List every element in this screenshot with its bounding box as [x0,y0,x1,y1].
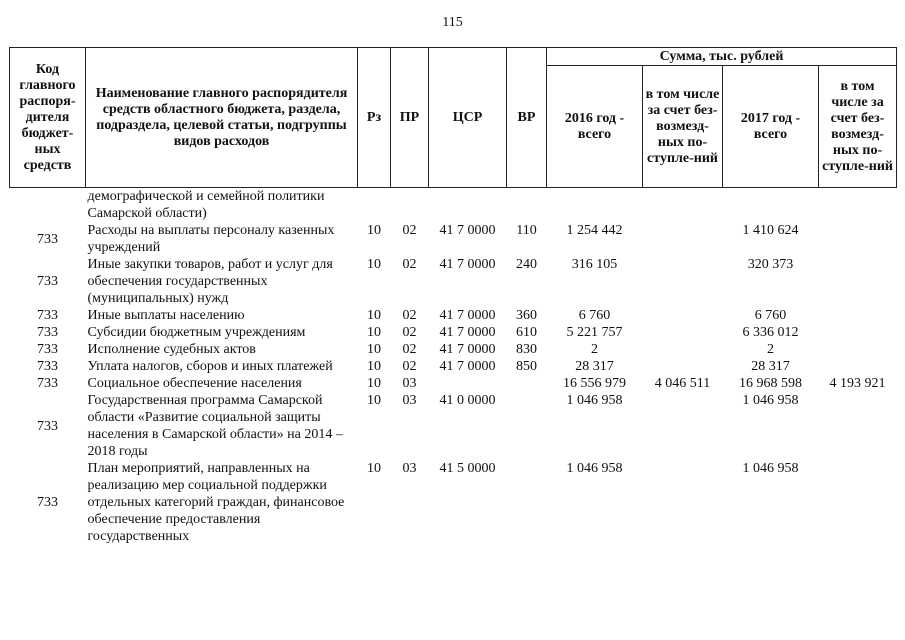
cell-2016-total: 28 317 [575,359,614,374]
cell-2017-total: 1 410 624 [742,223,799,238]
cell-2017-free [819,256,897,307]
header-2017-total: 2017 год - всего [723,66,819,188]
cell-rz: 10 [367,359,381,374]
header-pr: ПР [391,48,429,188]
cell-code: 733 [37,325,58,340]
cell-code: 733 [37,231,58,247]
cell-2016-total: 1 254 442 [566,223,623,238]
table-row [10,341,897,358]
cell-vr: 830 [516,342,537,357]
cell-2016-total: 5 221 757 [566,325,623,340]
cell-vr [507,188,547,223]
cell-2016-free [643,222,723,256]
cell-code: 733 [37,418,58,434]
cell-2016-total [547,188,643,223]
cell-2016-total: 16 556 979 [563,376,626,391]
cell-2017-total: 28 317 [751,359,790,374]
table-row [10,375,897,392]
header-csr: ЦСР [429,48,507,188]
cell-2016-free [643,307,723,324]
cell-name: План мероприятий, направленных на реализацию мер социальной поддержки отдельных категорий граждан, финансовое обеспечение предоставления государственных [87,461,345,544]
budget-table [9,47,897,545]
cell-pr: 02 [402,223,417,238]
cell-2017-total [723,188,819,223]
cell-rz: 10 [367,308,381,323]
cell-2017-total: 16 968 598 [739,376,802,391]
cell-pr: 03 [402,393,417,408]
cell-2017-free [819,392,897,460]
cell-vr [507,392,547,460]
cell-csr: 41 7 0000 [439,308,496,323]
header-2016-total: 2016 год - всего [547,66,643,188]
cell-code: 733 [37,376,58,391]
cell-2016-total: 1 046 958 [566,461,623,476]
cell-csr: 41 7 0000 [439,359,496,374]
cell-2017-free [819,222,897,256]
cell-vr [507,375,547,392]
cell-vr [507,460,547,545]
cell-pr: 02 [402,308,417,323]
header-2017-free: в том числе за счет без-возмезд-ных по-ступле-ний [819,66,897,188]
cell-pr: 02 [402,359,417,374]
cell-2017-free [819,460,897,545]
cell-2017-total: 6 760 [754,308,787,323]
cell-csr: 41 0 0000 [439,393,496,408]
cell-rz: 10 [367,325,381,340]
cell-name: Расходы на выплаты персоналу казенных учреждений [87,223,335,255]
table-row [10,324,897,341]
cell-pr: 03 [402,376,417,391]
cell-pr: 02 [402,325,417,340]
cell-2017-free [819,307,897,324]
cell-pr: 02 [402,257,417,272]
cell-rz: 10 [367,376,381,391]
cell-name: Уплата налогов, сборов и иных платежей [87,359,333,374]
cell-code: 733 [37,359,58,374]
cell-2017-total: 2 [767,342,774,357]
cell-2016-free [643,256,723,307]
header-code: Код главного распоря-дителя бюджет-ных средств [10,48,86,188]
cell-2017-total: 6 336 012 [742,325,799,340]
cell-csr [429,188,507,223]
cell-code [10,188,86,223]
cell-rz: 10 [367,257,381,272]
cell-2017-free: 4 193 921 [829,376,886,391]
page-number: 115 [442,15,463,30]
cell-pr [391,188,429,223]
cell-2017-total: 320 373 [747,257,794,272]
cell-2016-total: 6 760 [578,308,611,323]
cell-2017-total: 1 046 958 [742,393,799,408]
cell-2017-free [819,358,897,375]
cell-2017-total: 1 046 958 [742,461,799,476]
header-name: Наименование главного распорядителя средств областного бюджета, раздела, подраздела, целевой статьи, подгруппы видов расходов [86,48,358,188]
cell-csr: 41 7 0000 [439,223,496,238]
cell-name: Иные закупки товаров, работ и услуг для обеспечения государственных (муниципальных) нужд [87,257,333,306]
cell-rz [358,188,391,223]
header-2016-free: в том числе за счет без-возмезд-ных по-ступле-ний [643,66,723,188]
cell-rz: 10 [367,393,381,408]
cell-csr: 41 7 0000 [439,342,496,357]
cell-rz: 10 [367,223,381,238]
cell-2017-free [819,324,897,341]
cell-name: Государственная программа Самарской области «Развитие социальной защиты населения в Самарской области» на 2014 – 2018 годы [87,393,343,459]
cell-2017-free [819,341,897,358]
table-row [10,188,897,223]
cell-vr: 850 [516,359,537,374]
cell-rz: 10 [367,461,381,476]
table-row [10,256,897,307]
cell-csr: 41 7 0000 [439,257,496,272]
cell-vr: 360 [516,308,537,323]
cell-code: 733 [37,308,58,323]
cell-vr: 240 [516,257,537,272]
header-rz: Рз [358,48,391,188]
cell-2016-total: 2 [591,342,598,357]
cell-csr: 41 7 0000 [439,325,496,340]
cell-2016-free [643,324,723,341]
cell-code: 733 [37,342,58,357]
cell-csr: 41 5 0000 [439,461,496,476]
cell-csr [429,375,507,392]
header-sum: Сумма, тыс. рублей [547,48,897,66]
cell-code: 733 [37,274,58,289]
table-row [10,392,897,460]
cell-2016-free [643,188,723,223]
table-row [10,307,897,324]
cell-pr: 03 [402,461,417,476]
header-vr: ВР [507,48,547,188]
cell-2016-total: 316 105 [571,257,618,272]
cell-name: Субсидии бюджетным учреждениям [87,325,306,340]
cell-2016-free [643,392,723,460]
table-row [10,358,897,375]
cell-2016-free: 4 046 511 [654,376,711,391]
cell-code: 733 [37,495,58,510]
cell-name: Иные выплаты населению [87,308,245,323]
table-row [10,460,897,545]
table-header [10,48,897,188]
cell-2016-free [643,358,723,375]
table-row [10,222,897,256]
cell-name: Исполнение судебных актов [87,342,256,357]
cell-pr: 02 [402,342,417,357]
cell-name: демографической и семейной политики Самарской области) [87,189,325,221]
cell-rz: 10 [367,342,381,357]
cell-vr: 610 [516,325,537,340]
table-body [10,188,897,546]
cell-name: Социальное обеспечение населения [87,376,302,391]
cell-2016-free [643,341,723,358]
cell-vr: 110 [516,223,537,238]
cell-2016-free [643,460,723,545]
cell-2016-total: 1 046 958 [566,393,623,408]
cell-2017-free [819,188,897,223]
